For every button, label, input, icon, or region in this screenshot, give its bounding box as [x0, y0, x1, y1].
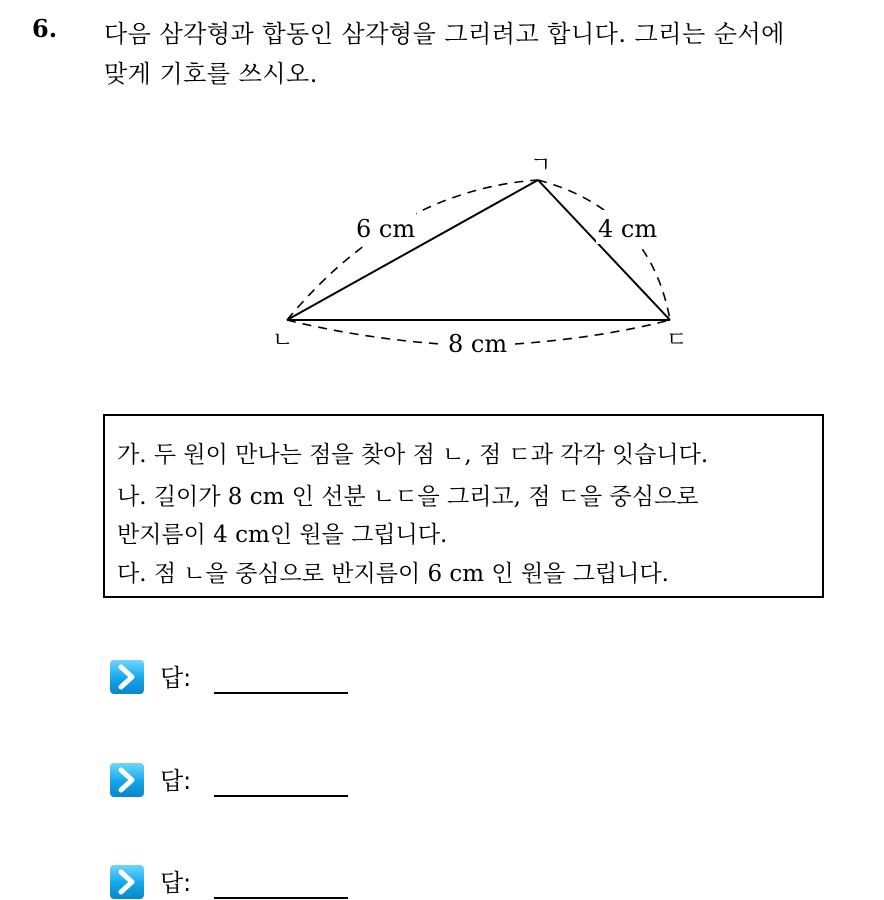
chevron-right-icon [110, 865, 144, 899]
chevron-right-icon [110, 660, 144, 694]
step-na: 나. 길이가 8 cm 인 선분 ㄴㄷ을 그리고, 점 ㄷ을 중심으로 [117, 484, 699, 510]
question-number: 6. [32, 14, 58, 43]
chevron-right-icon [110, 763, 144, 797]
vertex-top-label: ㄱ [530, 153, 552, 178]
vertex-right-label: ㄷ [666, 328, 688, 353]
side-left [287, 180, 538, 320]
step-da: 다. 점 ㄴ을 중심으로 반지름이 6 cm 인 원을 그립니다. [117, 561, 669, 587]
arc-base-right [515, 320, 670, 344]
arc-base-left [287, 320, 440, 344]
question-text-line-2: 맞게 기호를 쓰시오. [104, 60, 318, 88]
side-right [538, 180, 670, 320]
answer-blank[interactable] [214, 795, 348, 797]
step-na-continued: 반지름이 4 cm인 원을 그립니다. [117, 522, 448, 548]
answer-label: 답: [160, 767, 192, 795]
side-right-length: 4 cm [598, 215, 658, 243]
answer-blank[interactable] [214, 692, 348, 694]
side-bottom-length: 8 cm [448, 330, 508, 358]
question-text-line-1: 다음 삼각형과 합동인 삼각형을 그리려고 합니다. 그리는 순서에 [104, 20, 785, 48]
answer-label: 답: [160, 664, 192, 692]
answer-blank[interactable] [214, 897, 348, 899]
vertex-left-label: ㄴ [272, 328, 294, 353]
step-ga: 가. 두 원이 만나는 점을 찾아 점 ㄴ, 점 ㄷ과 각각 잇습니다. [117, 442, 709, 468]
steps-box [103, 414, 824, 598]
triangle-figure [0, 0, 884, 400]
side-left-length: 6 cm [356, 215, 416, 243]
answer-label: 답: [160, 869, 192, 897]
